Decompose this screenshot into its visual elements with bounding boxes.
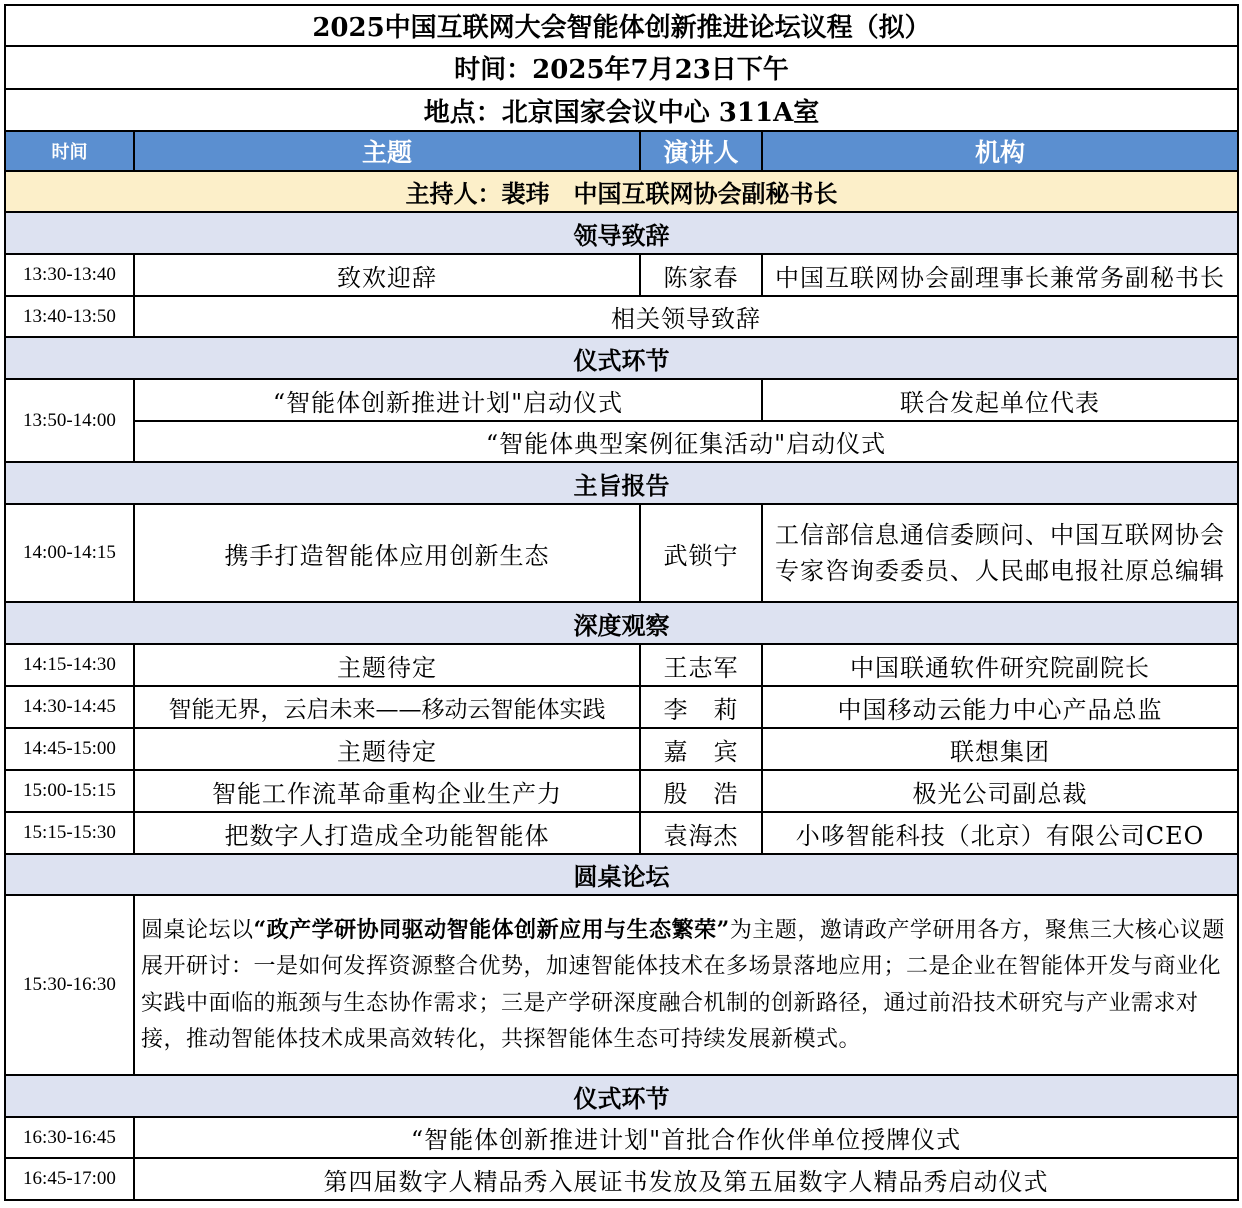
- section-header: 仪式环节: [5, 337, 1238, 379]
- time-cell: 14:30-14:45: [5, 686, 134, 728]
- table-row: [5, 1158, 1238, 1200]
- topic-cell: 智能工作流革命重构企业生产力: [134, 770, 640, 812]
- table-row: [5, 1117, 1238, 1158]
- topic-cell: 主题待定: [134, 644, 640, 686]
- section-header: 仪式环节: [5, 1075, 1238, 1117]
- org-cell: 中国联通软件研究院副院长: [762, 644, 1238, 686]
- org-cell: 小哆智能科技（北京）有限公司CEO: [762, 812, 1238, 854]
- time-cell: 15:30-16:30: [5, 895, 134, 1075]
- table-row: [5, 686, 1238, 728]
- org-line: 专家咨询委委员、人民邮电报社原总编辑: [775, 557, 1225, 585]
- host-row: 主持人：裴玮 中国互联网协会副秘书长: [5, 171, 1238, 212]
- time-cell: 15:15-15:30: [5, 812, 134, 854]
- org-cell: 联想集团: [762, 728, 1238, 770]
- org-cell: [762, 504, 1238, 602]
- topic-cell: 相关领导致辞: [134, 296, 1238, 337]
- table-row: [5, 421, 1238, 462]
- table-row: [5, 812, 1238, 854]
- table-row: [5, 379, 1238, 421]
- time-cell: 14:15-14:30: [5, 644, 134, 686]
- table-row: [5, 644, 1238, 686]
- org-cell: 中国互联网协会副理事长兼常务副秘书长: [762, 254, 1238, 296]
- description-text: 圆桌论坛以: [141, 917, 254, 943]
- time-cell: 13:40-13:50: [5, 296, 134, 337]
- table-row: [5, 296, 1238, 337]
- topic-cell: 第四届数字人精品秀入展证书发放及第五届数字人精品秀启动仪式: [134, 1158, 1238, 1200]
- table-row: [5, 254, 1238, 296]
- time-cell: 13:30-13:40: [5, 254, 134, 296]
- section-header: 深度观察: [5, 602, 1238, 644]
- speaker-cell: 陈家春: [640, 254, 762, 296]
- topic-cell: 携手打造智能体应用创新生态: [134, 504, 640, 602]
- section-header: 领导致辞: [5, 212, 1238, 254]
- org-cell: 联合发起单位代表: [762, 379, 1238, 421]
- time-cell: 14:45-15:00: [5, 728, 134, 770]
- table-row: [5, 770, 1238, 812]
- agenda-time: 时间：2025年7月23日下午: [5, 46, 1238, 89]
- agenda-title: 2025中国互联网大会智能体创新推进论坛议程（拟）: [5, 5, 1238, 46]
- agenda-table: [4, 4, 1239, 1201]
- org-cell: 极光公司副总裁: [762, 770, 1238, 812]
- org-cell: 中国移动云能力中心产品总监: [762, 686, 1238, 728]
- speaker-cell: 殷 浩: [640, 770, 762, 812]
- column-header-speaker: 演讲人: [640, 131, 762, 171]
- description-text: 为主题，邀请政产学研用各方，聚焦三大核心议题展开研讨：一是如何发挥资源整合优势，加速智能体技术在多场景落地应用；二是企业在智能体开发与商业化实践中面临的瓶颈与生态协作需求；三是产学研深度融合机制的创新路径，通过前沿技术研究与产业需求对接，推动智能体技术成果高效转化，共探智能体生态可持续发展新模式。: [141, 917, 1225, 1052]
- section-header: 圆桌论坛: [5, 854, 1238, 895]
- speaker-cell: 李 莉: [640, 686, 762, 728]
- speaker-cell: 袁海杰: [640, 812, 762, 854]
- column-header-time: 时间: [5, 131, 134, 171]
- table-row: [5, 895, 1238, 1075]
- speaker-cell: 嘉 宾: [640, 728, 762, 770]
- roundtable-description: [134, 895, 1238, 1075]
- speaker-cell: 武锁宁: [640, 504, 762, 602]
- column-header-org: 机构: [762, 131, 1238, 171]
- section-header: 主旨报告: [5, 462, 1238, 504]
- time-cell: 13:50-14:00: [5, 379, 134, 462]
- column-header-row: [5, 131, 1238, 171]
- time-cell: 16:30-16:45: [5, 1117, 134, 1158]
- org-line: 工信部信息通信委顾问、中国互联网协会: [775, 521, 1225, 549]
- topic-cell: 把数字人打造成全功能智能体: [134, 812, 640, 854]
- topic-cell: “智能体典型案例征集活动"启动仪式: [134, 421, 1238, 462]
- time-cell: 14:00-14:15: [5, 504, 134, 602]
- topic-cell: 主题待定: [134, 728, 640, 770]
- column-header-topic: 主题: [134, 131, 640, 171]
- topic-cell: “智能体创新推进计划"首批合作伙伴单位授牌仪式: [134, 1117, 1238, 1158]
- time-cell: 15:00-15:15: [5, 770, 134, 812]
- time-cell: 16:45-17:00: [5, 1158, 134, 1200]
- topic-cell: 智能无界，云启未来——移动云智能体实践: [134, 686, 640, 728]
- topic-cell: 致欢迎辞: [134, 254, 640, 296]
- roundtable-theme: “政产学研协同驱动智能体创新应用与生态繁荣”: [253, 916, 730, 943]
- table-row: [5, 504, 1238, 602]
- table-row: [5, 728, 1238, 770]
- topic-cell: “智能体创新推进计划"启动仪式: [134, 379, 762, 421]
- agenda-venue: 地点：北京国家会议中心 311A室: [5, 89, 1238, 131]
- speaker-cell: 王志军: [640, 644, 762, 686]
